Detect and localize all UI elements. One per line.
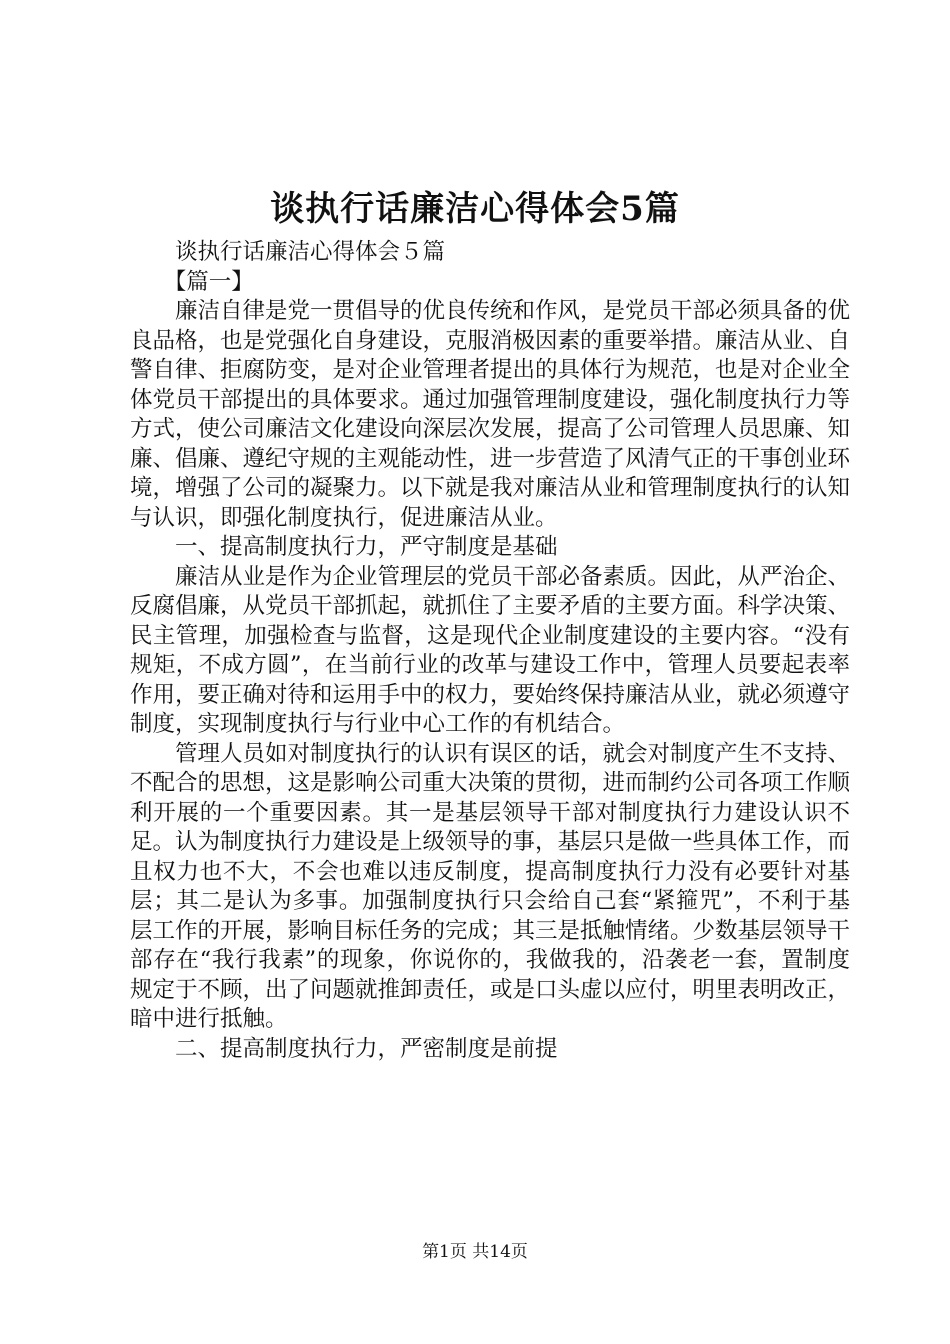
document-body	[130, 238, 850, 1064]
section-heading: 二、提高制度执行力，严密制度是前提	[175, 1035, 558, 1062]
section-heading: 一、提高制度执行力，严守制度是基础	[175, 534, 558, 560]
page-footer: 第1页 共14页	[422, 1242, 528, 1262]
section-label: 【篇一】	[163, 268, 254, 295]
body-paragraph: 廉洁自律是党一贯倡导的优良传统和作风，是党员干部必须具备的优良品格，也是党强化自身建设，克服消极因素的重要举措。廉洁从业、自警自律、拒腐防变，是对企业管理者提出的具体行为规范，也是对企业全体党员干部提出的具体要求。通过加强管理制度建设，强化制度执行力等方式，使公司廉洁文化建设向深层次发展，提高了公司管理人员思廉、知廉、倡廉、遵纪守规的主观能动性，进一步营造了风清气正的干事创业环境，增强了公司的凝聚力。以下就是我对廉洁从业和管理制度执行的认知与认识，即强化制度执行，促进廉洁从业。	[130, 298, 851, 531]
body-paragraph: 廉洁从业是作为企业管理层的党员干部必备素质。因此，从严治企、反腐倡廉，从党员干部抓起，就抓住了主要矛盾的主要方面。科学决策、民主管理，加强检查与监督，这是现代企业制度建设的主要内容。“没有规矩，不成方圆”，在当前行业的改革与建设工作中，管理人员要起表率作用，要正确对待和运用手中的权力，要始终保持廉洁从业，就必须遵守制度，实现制度执行与行业中心工作的有机结合。	[130, 563, 851, 737]
subtitle-paragraph: 谈执行话廉洁心得体会５篇	[175, 239, 446, 265]
document-title: 谈执行话廉洁心得体会5篇	[270, 189, 680, 229]
body-paragraph: 管理人员如对制度执行的认识有误区的话，就会对制度产生不支持、不配合的思想，这是影响公司重大决策的贯彻，进而制约公司各项工作顺利开展的一个重要因素。其一是基层领导干部对制度执行力建设认识不足。认为制度执行力建设是上级领导的事，基层只是做一些具体工作，而且权力也不大，不会也难以违反制度，提高制度执行力没有必要针对基层；其二是认为多事。加强制度执行只会给自己套“紧箍咒”，不利于基层工作的开展，影响目标任务的完成；其三是抵触情绪。少数基层领导干部存在“我行我素”的现象，你说你的，我做我的，沿袭老一套，置制度规定于不顾，出了问题就推卸责任，或是口头虚以应付，明里表明改正，暗中进行抵触。	[130, 740, 851, 1032]
